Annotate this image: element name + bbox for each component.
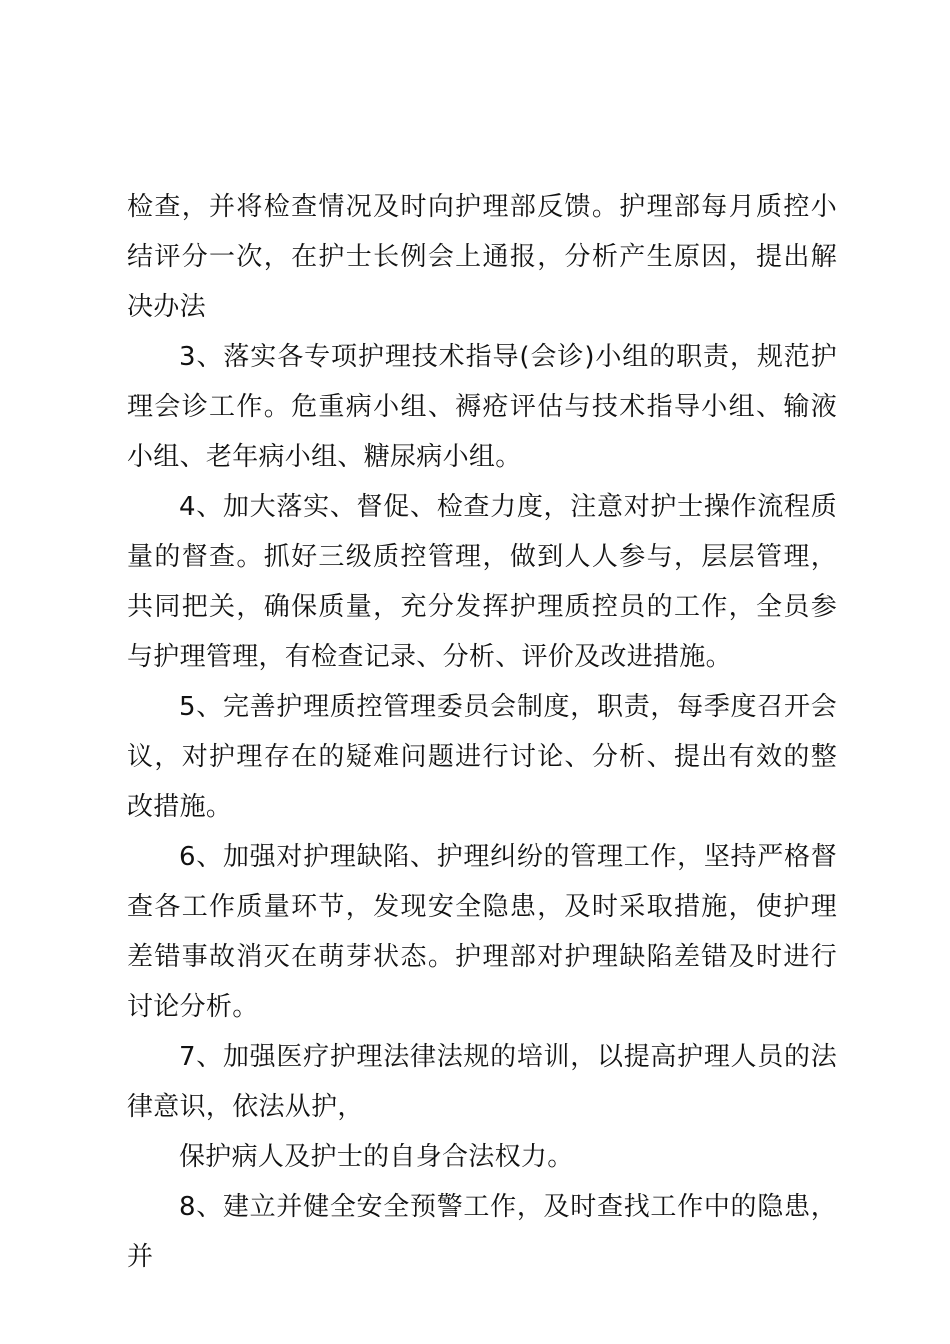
paragraph-item-4: 4、加大落实、督促、检查力度，注意对护士操作流程质量的督查。抓好三级质控管理，做到人人参与，层层管理，共同把关，确保质量，充分发挥护理质控员的工作，全员参与护理管理，有检查记录、分析、评价及改进措施。 bbox=[127, 492, 837, 672]
paragraph-item-7: 7、加强医疗护理法律法规的培训，以提高护理人员的法律意识，依法从护， bbox=[127, 1042, 837, 1122]
paragraph-item-3: 3、落实各专项护理技术指导(会诊)小组的职责，规范护理会诊工作。危重病小组、褥疮评估与技术指导小组、输液小组、老年病小组、糖尿病小组。 bbox=[127, 342, 837, 472]
document-page bbox=[127, 182, 837, 1282]
paragraph-item-6: 6、加强对护理缺陷、护理纠纷的管理工作，坚持严格督查各工作质量环节，发现安全隐患，及时采取措施，使护理差错事故消灭在萌芽状态。护理部对护理缺陷差错及时进行讨论分析。 bbox=[127, 842, 837, 1022]
paragraph-item-7-continued: 保护病人及护士的自身合法权力。 bbox=[179, 1142, 574, 1172]
paragraph-item-5: 5、完善护理质控管理委员会制度，职责，每季度召开会议，对护理存在的疑难问题进行讨论、分析、提出有效的整改措施。 bbox=[127, 692, 837, 822]
paragraph-item-8: 8、建立并健全安全预警工作，及时查找工作中的隐患，并 bbox=[127, 1192, 837, 1272]
paragraph-continuation: 检查，并将检查情况及时向护理部反馈。护理部每月质控小结评分一次，在护士长例会上通报，分析产生原因，提出解决办法 bbox=[127, 192, 837, 322]
